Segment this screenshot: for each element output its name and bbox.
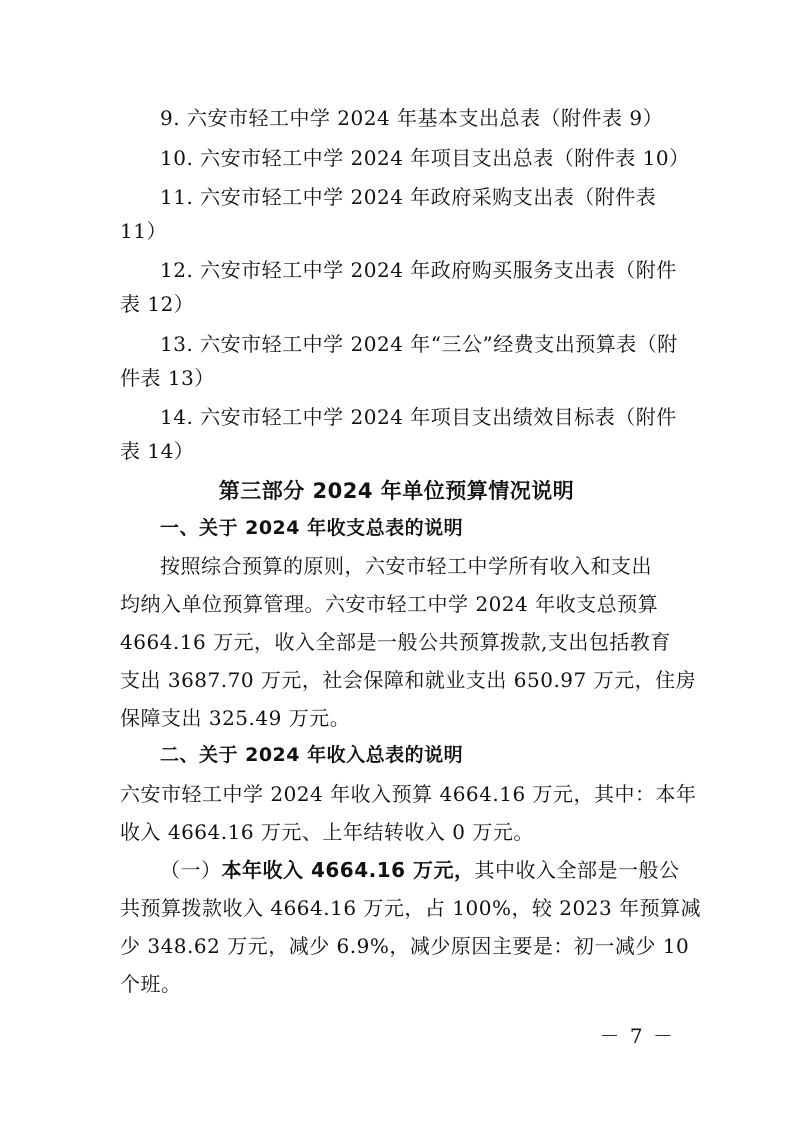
list-item-11: 11. 六安市轻工中学 2024 年政府采购支出表（附件表	[160, 185, 657, 209]
list-item-13: 13. 六安市轻工中学 2024 年“三公”经费支出预算表（附	[160, 332, 678, 356]
part2-subparagraph-line-1	[160, 856, 720, 884]
list-item-13-continued: 件表 13）	[120, 366, 215, 390]
page-number: － 7 －	[599, 1024, 675, 1048]
part2-heading: 二、关于 2024 年收入总表的说明	[160, 744, 464, 766]
list-item-14: 14. 六安市轻工中学 2024 年项目支出绩效目标表（附件	[160, 405, 677, 429]
part1-paragraph-line-4: 支出 3687.70 万元，社会保障和就业支出 650.97 万元，住房	[120, 668, 697, 692]
part1-paragraph-line-2: 均纳入单位预算管理。六安市轻工中学 2024 年收支总预算	[120, 592, 659, 616]
part2-subparagraph-line-2: 共预算拨款收入 4664.16 万元，占 100%，较 2023 年预算减	[120, 896, 702, 920]
part1-paragraph-line-3: 4664.16 万元，收入全部是一般公共预算拨款,支出包括教育	[120, 630, 671, 654]
list-item-12: 12. 六安市轻工中学 2024 年政府购买服务支出表（附件	[160, 258, 677, 282]
part2-subparagraph-line-3: 少 348.62 万元，减少 6.9%，减少原因主要是：初一减少 10	[120, 934, 690, 958]
list-item-9: 9. 六安市轻工中学 2024 年基本支出总表（附件表 9）	[160, 106, 664, 130]
list-item-10: 10. 六安市轻工中学 2024 年项目支出总表（附件表 10）	[160, 146, 690, 170]
part2-subparagraph-line-4: 个班。	[120, 972, 182, 996]
part1-paragraph-line-1: 按照综合预算的原则，六安市轻工中学所有收入和支出	[160, 554, 652, 578]
section-title: 第三部分 2024 年单位预算情况说明	[218, 479, 575, 503]
part2-paragraph-line-2: 收入 4664.16 万元、上年结转收入 0 万元。	[120, 820, 534, 844]
part1-paragraph-line-5: 保障支出 325.49 万元。	[120, 706, 351, 730]
income-total-emphasis: 本年收入 4664.16 万元，	[221, 858, 475, 882]
subparagraph-number: （一）	[160, 858, 222, 882]
list-item-14-continued: 表 14）	[120, 439, 195, 463]
subparagraph-text: 其中收入全部是一般公	[474, 858, 680, 882]
list-item-11-continued: 11）	[120, 219, 167, 243]
list-item-12-continued: 表 12）	[120, 292, 195, 316]
part1-heading: 一、关于 2024 年收支总表的说明	[160, 517, 464, 539]
part2-paragraph-line-1: 六安市轻工中学 2024 年收入预算 4664.16 万元，其中：本年	[120, 782, 697, 806]
